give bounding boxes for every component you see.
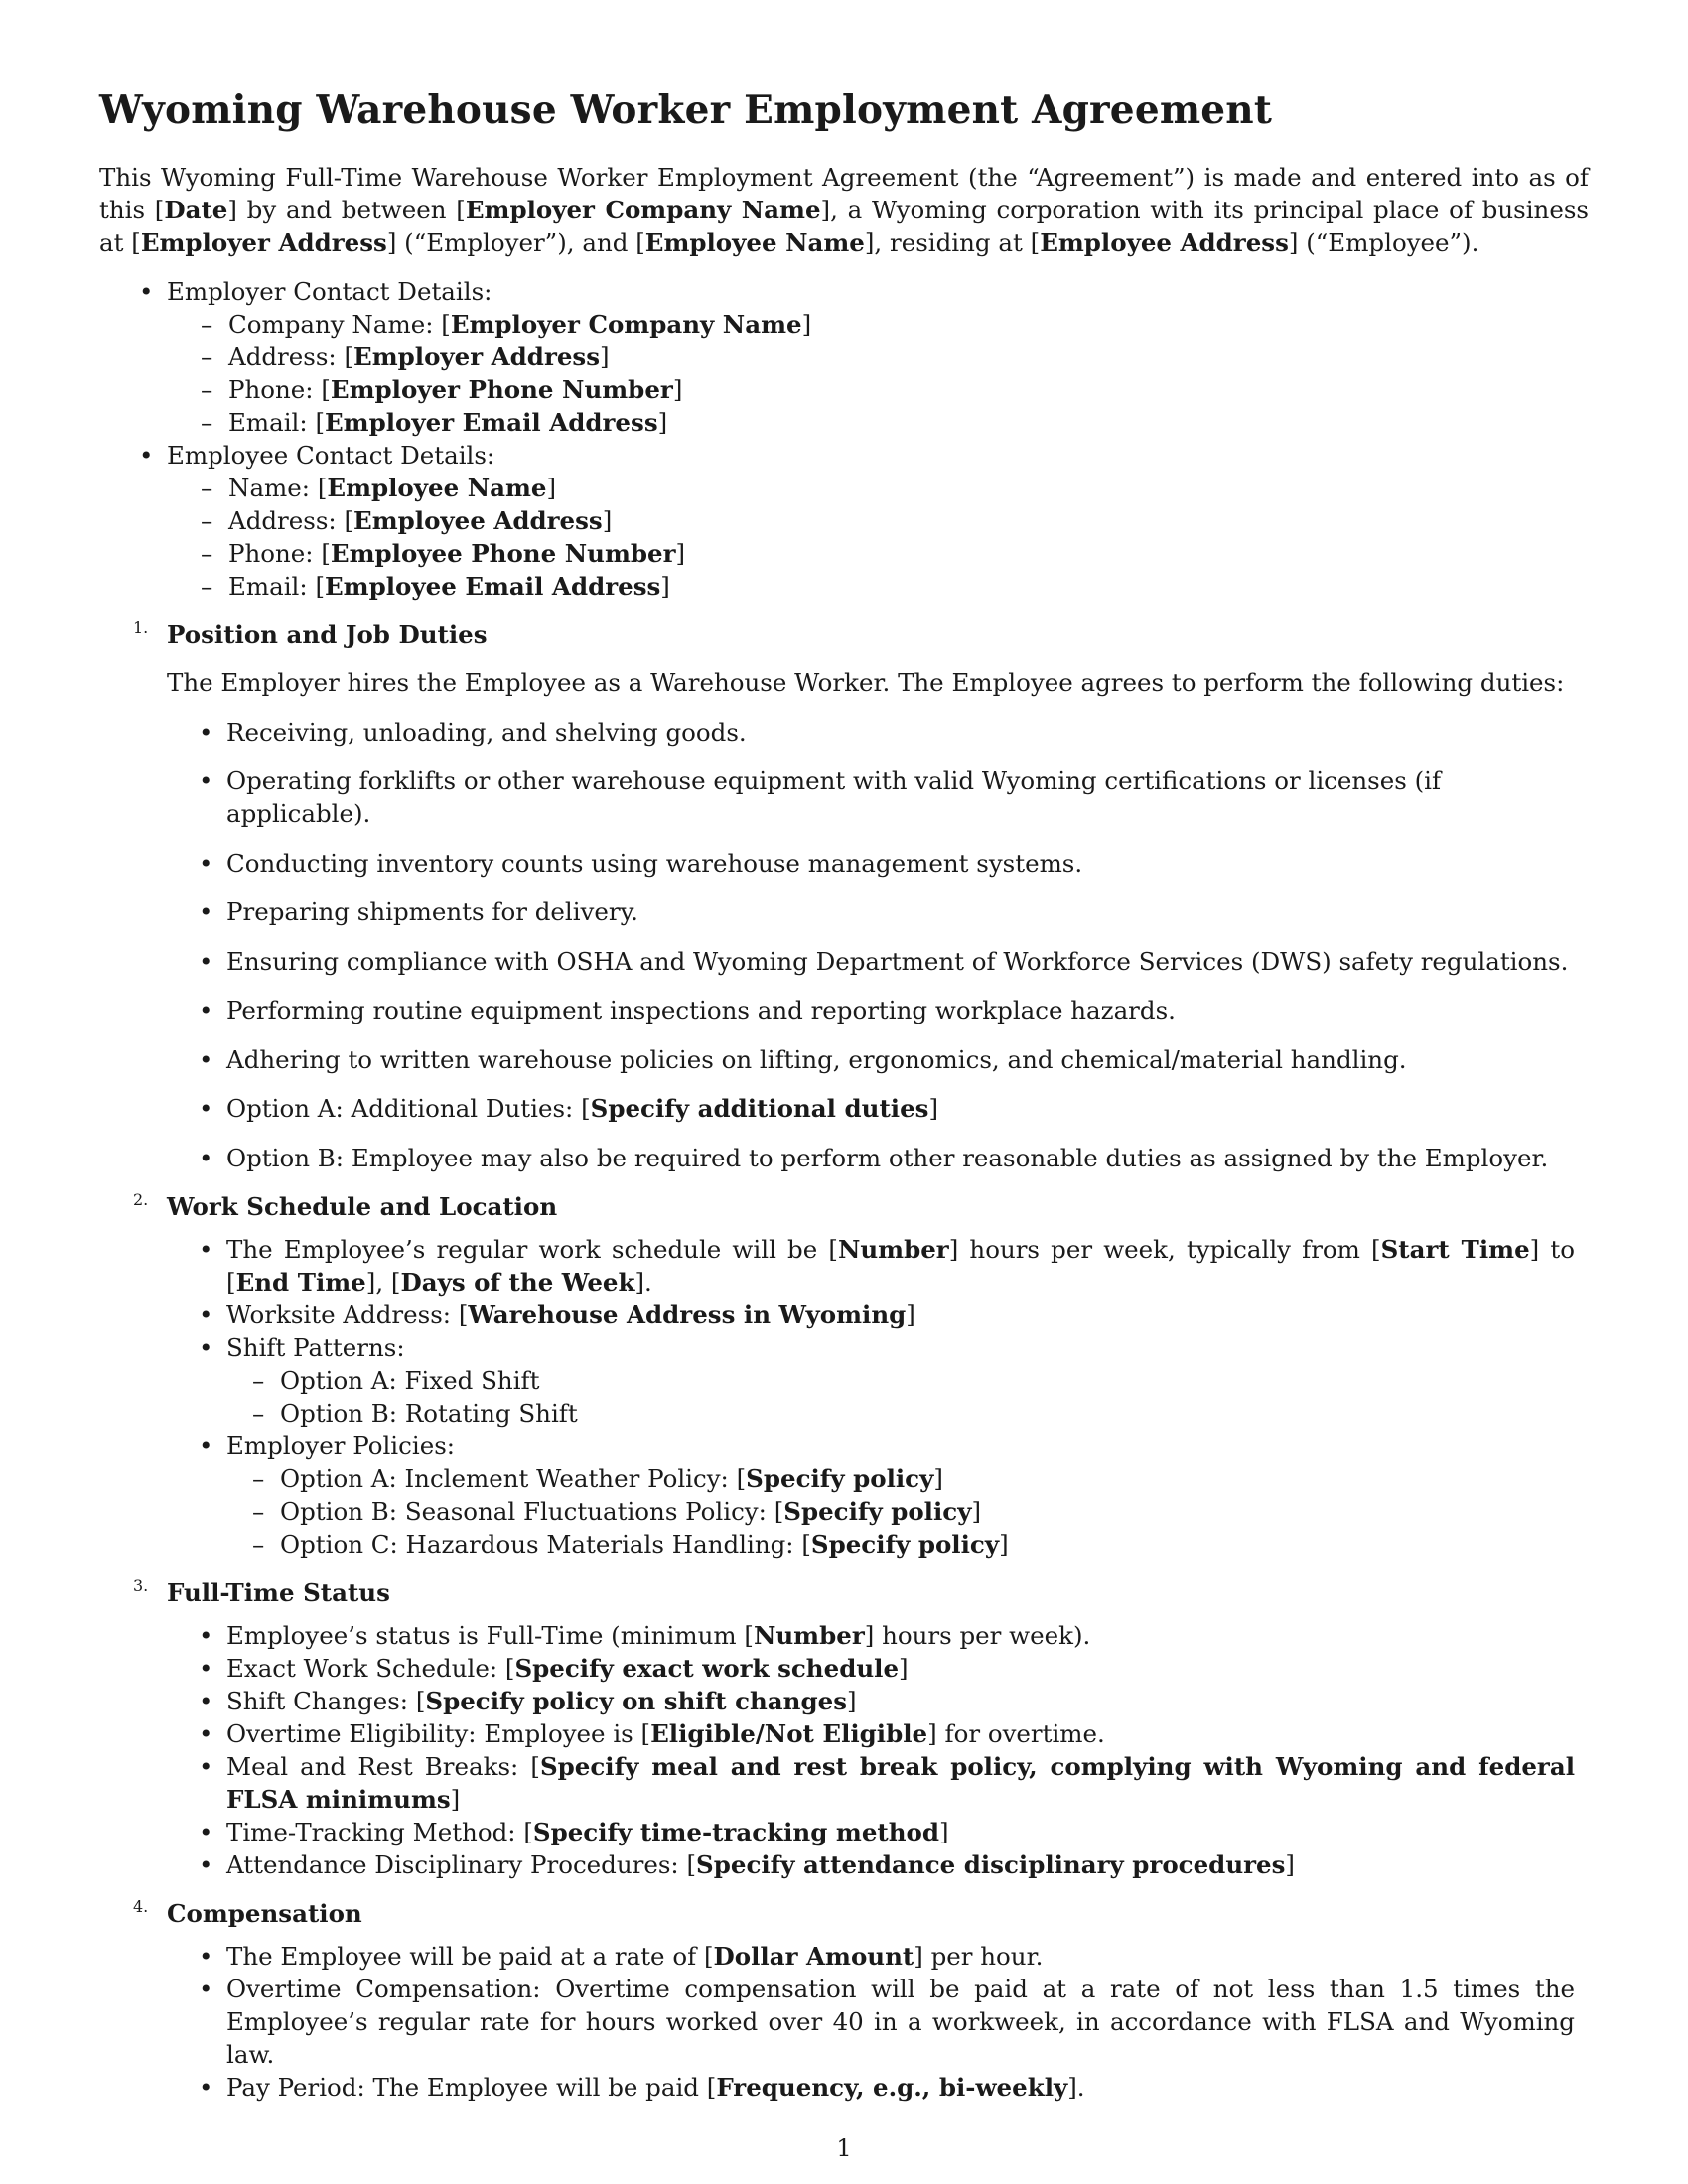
employee-name-placeholder: Employee Name bbox=[644, 228, 865, 257]
schedule-item: • The Employee’s regular work schedule will be [Number] hours per week, typically from [Start Time] to [End Time], [Days of the Week]. bbox=[99, 1233, 1589, 1298]
schedule-list bbox=[99, 1233, 1589, 1561]
duty-option-b: • Option B: Employee may also be required to perform other reasonable duties as assigned by the Employer. bbox=[99, 1142, 1589, 1174]
employee-contact-label: • Employee Contact Details: bbox=[99, 439, 1589, 472]
intro-paragraph: This Wyoming Full-Time Warehouse Worker Employment Agreement (the “Agreement”) is made and entered into as of this [Date] by and between [Employer Company Name], a Wyoming corporation with its principal place of business at [Employer Address] (“Employer”), and [Employee Name], residing at [Employee Address] (“Employee”). bbox=[99, 163, 1589, 257]
worksite-item: • Worksite Address: [Warehouse Address in Wyoming] bbox=[99, 1298, 1589, 1331]
section-title: Compensation bbox=[167, 1898, 362, 1928]
employer-name-placeholder: Employer Company Name bbox=[465, 196, 821, 224]
section-number: 3. bbox=[133, 1575, 149, 1595]
exact-schedule-item: • Exact Work Schedule: [Specify exact work schedule] bbox=[99, 1652, 1589, 1685]
employee-contact-item: – Address: [Employee Address] bbox=[99, 504, 1589, 537]
policy-option: – Option B: Seasonal Fluctuations Policy: [Specify policy] bbox=[99, 1495, 1589, 1528]
employer-contact-label: • Employer Contact Details: bbox=[99, 275, 1589, 308]
section-number: 4. bbox=[133, 1896, 149, 1916]
employer-policies-label: • Employer Policies: bbox=[99, 1430, 1589, 1462]
status-item: • Employee’s status is Full-Time (minimum [Number] hours per week). bbox=[99, 1619, 1589, 1652]
meal-breaks-item: • Meal and Rest Breaks: [Specify meal and rest break policy, complying with Wyoming and federal FLSA minimums] bbox=[99, 1750, 1589, 1816]
rate-item: • The Employee will be paid at a rate of [Dollar Amount] per hour. bbox=[99, 1940, 1589, 1973]
page-number: 1 bbox=[836, 2134, 852, 2162]
duty-item: • Receiving, unloading, and shelving goods. bbox=[99, 716, 1589, 749]
employee-contact-item: – Name: [Employee Name] bbox=[99, 472, 1589, 504]
section-number: 1. bbox=[133, 618, 149, 637]
employee-address-placeholder: Employee Address bbox=[1040, 228, 1289, 257]
shift-changes-item: • Shift Changes: [Specify policy on shift changes] bbox=[99, 1685, 1589, 1717]
employer-contact-item: – Email: [Employer Email Address] bbox=[99, 406, 1589, 439]
compensation-list bbox=[99, 1940, 1589, 2104]
date-placeholder: Date bbox=[164, 196, 228, 224]
shift-option: – Option A: Fixed Shift bbox=[99, 1364, 1589, 1397]
employer-contact-item: – Address: [Employer Address] bbox=[99, 341, 1589, 373]
time-tracking-item: • Time-Tracking Method: [Specify time-tracking method] bbox=[99, 1816, 1589, 1848]
section-1-paragraph: The Employer hires the Employee as a Warehouse Worker. The Employee agrees to perform the following duties: bbox=[167, 668, 1565, 697]
duties-list bbox=[99, 716, 1589, 1174]
duty-option-a: • Option A: Additional Duties: [Specify additional duties] bbox=[99, 1092, 1589, 1125]
attendance-item: • Attendance Disciplinary Procedures: [Specify attendance disciplinary procedures] bbox=[99, 1848, 1589, 1881]
shift-option: – Option B: Rotating Shift bbox=[99, 1397, 1589, 1430]
duty-item: • Adhering to written warehouse policies on lifting, ergonomics, and chemical/material handling. bbox=[99, 1043, 1589, 1076]
section-4 bbox=[99, 1897, 1589, 1930]
employer-address-placeholder: Employer Address bbox=[140, 228, 387, 257]
section-3 bbox=[99, 1576, 1589, 1609]
policy-option: – Option C: Hazardous Materials Handling: [Specify policy] bbox=[99, 1528, 1589, 1561]
document-page bbox=[99, 87, 1589, 2104]
overtime-compensation-item: • Overtime Compensation: Overtime compensation will be paid at a rate of not less than 1.5 times the Employee’s regular rate for hours worked over 40 in a workweek, in accordance with FLSA and Wyoming law. bbox=[99, 1973, 1589, 2071]
section-2 bbox=[99, 1190, 1589, 1223]
full-time-list bbox=[99, 1619, 1589, 1881]
overtime-eligibility-item: • Overtime Eligibility: Employee is [Eligible/Not Eligible] for overtime. bbox=[99, 1717, 1589, 1750]
employee-contact-item: – Phone: [Employee Phone Number] bbox=[99, 537, 1589, 570]
policy-option: – Option A: Inclement Weather Policy: [Specify policy] bbox=[99, 1462, 1589, 1495]
duty-item: • Operating forklifts or other warehouse equipment with valid Wyoming certifications or licenses (if applicable). bbox=[99, 764, 1589, 830]
employee-contact-item: – Email: [Employee Email Address] bbox=[99, 570, 1589, 603]
shift-patterns-label: • Shift Patterns: bbox=[99, 1331, 1589, 1364]
section-title: Full-Time Status bbox=[167, 1577, 390, 1607]
duty-item: • Ensuring compliance with OSHA and Wyoming Department of Workforce Services (DWS) safety regulations. bbox=[99, 945, 1589, 978]
duty-item: • Preparing shipments for delivery. bbox=[99, 895, 1589, 928]
duty-item: • Performing routine equipment inspections and reporting workplace hazards. bbox=[99, 994, 1589, 1026]
document-title: Wyoming Warehouse Worker Employment Agreement bbox=[99, 87, 1273, 133]
section-1 bbox=[99, 618, 1589, 651]
contact-details bbox=[99, 275, 1589, 603]
section-title: Work Schedule and Location bbox=[167, 1191, 558, 1221]
duty-item: • Conducting inventory counts using warehouse management systems. bbox=[99, 847, 1589, 880]
pay-period-item: • Pay Period: The Employee will be paid [Frequency, e.g., bi-weekly]. bbox=[99, 2071, 1589, 2104]
employer-contact-item: – Company Name: [Employer Company Name] bbox=[99, 308, 1589, 341]
section-number: 2. bbox=[133, 1189, 149, 1209]
employer-contact-item: – Phone: [Employer Phone Number] bbox=[99, 373, 1589, 406]
section-title: Position and Job Duties bbox=[167, 620, 488, 649]
